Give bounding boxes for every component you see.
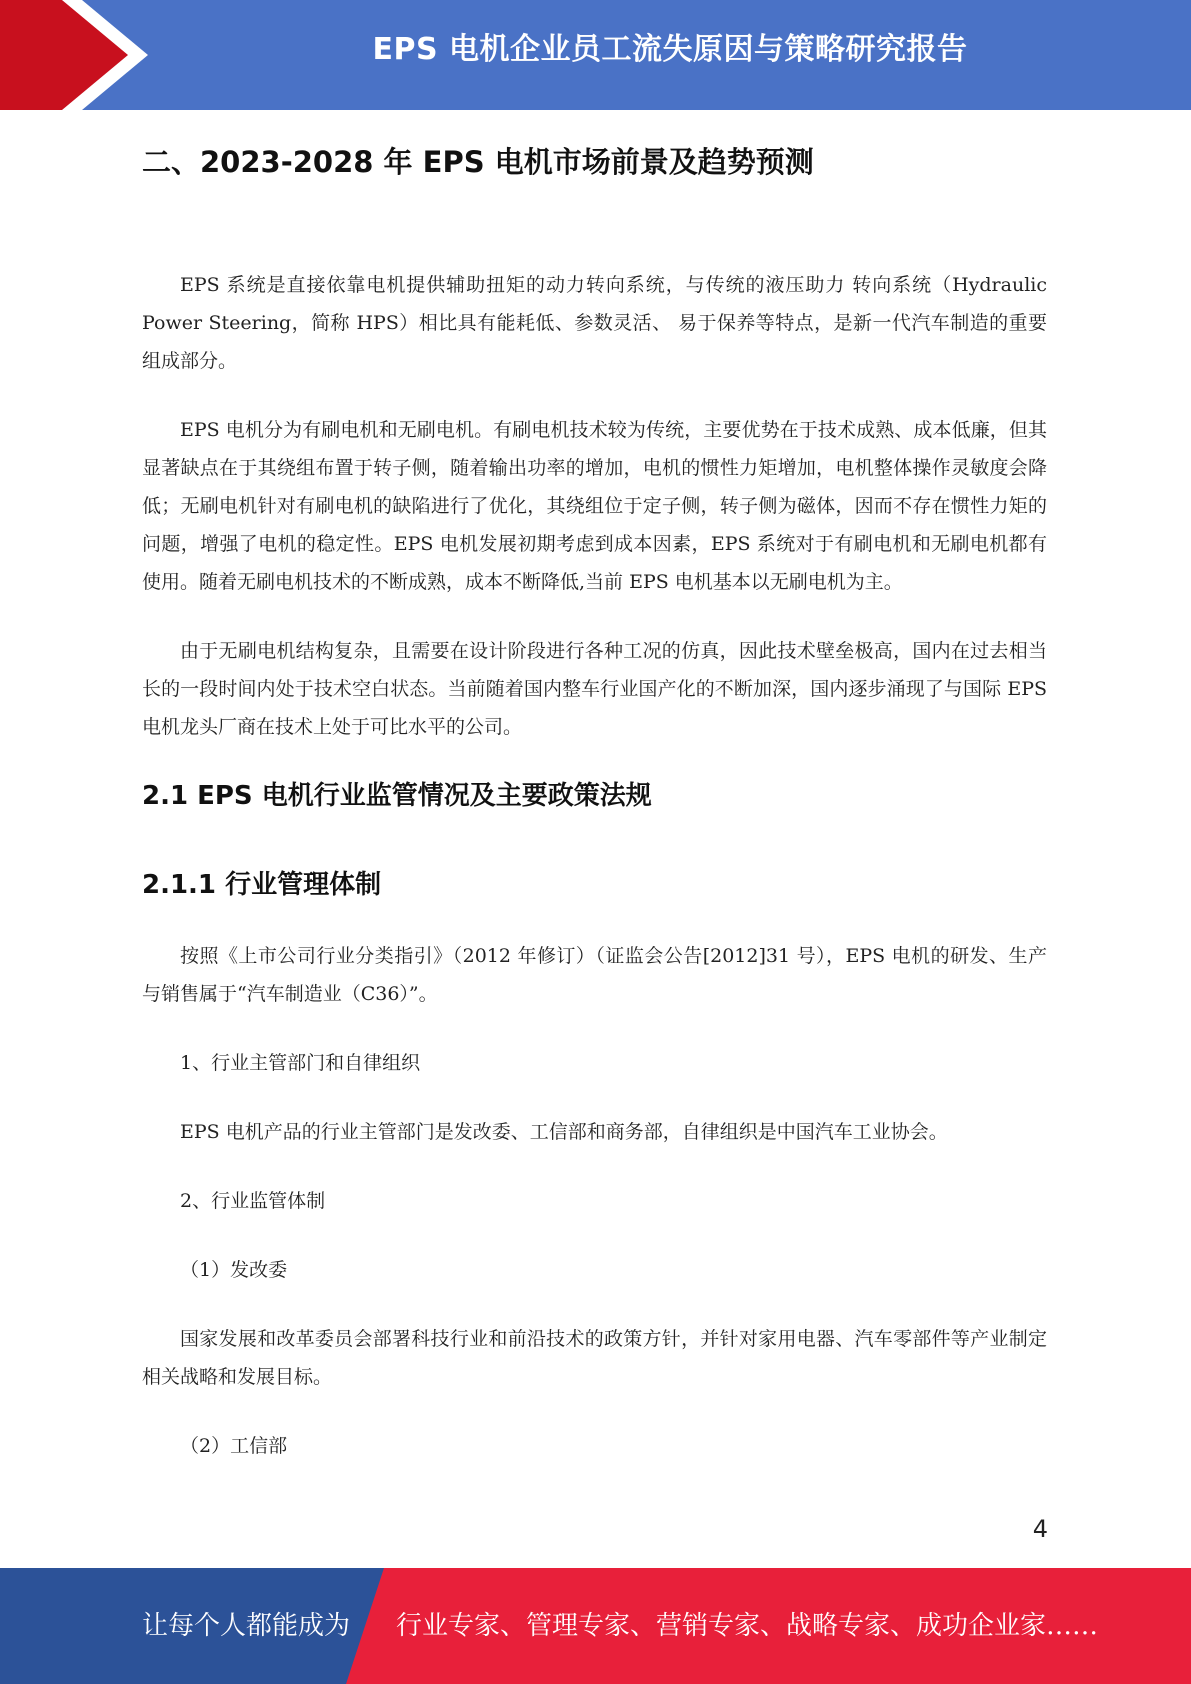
sub-heading-ndrc: （1）发改委 bbox=[180, 1259, 288, 1281]
subsection-title-2-1-1: 2.1.1 行业管理体制 bbox=[142, 870, 382, 900]
sub-heading-miit: （2）工信部 bbox=[180, 1435, 288, 1457]
paragraph-authorities: EPS 电机产品的行业主管部门是发改委、工信部和商务部，自律组织是中国汽车工业协会。 bbox=[180, 1121, 948, 1143]
header-title: EPS 电机企业员工流失原因与策略研究报告 bbox=[372, 32, 968, 67]
paragraph-eps-system: EPS 系统是直接依靠电机提供辅助扭矩的动力转向系统，与传统的液压助力 转向系统（Hydraulic Power Steering，简称 HPS）相比具有能耗低、参数灵活、 易于保养等特点，是新一代汽车制造的重要组成部分。 bbox=[142, 274, 1047, 372]
paragraph-eps-motor-types: EPS 电机分为有刷电机和无刷电机。有刷电机技术较为传统，主要优势在于技术成熟、成本低廉，但其显著缺点在于其绕组布置于转子侧，随着输出功率的增加，电机的惯性力矩增加，电机整体操作灵敏度会降低；无刷电机针对有刷电机的缺陷进行了优化，其绕组位于定子侧，转子侧为磁体，因而不存在惯性力矩的问题，增强了电机的稳定性。EPS 电机发展初期考虑到成本因素，EPS 系统对于有刷电机和无刷电机都有使用。随着无刷电机技术的不断成熟，成本不断降低,当前 EPS 电机基本以无刷电机为主。 bbox=[142, 419, 1047, 593]
paragraph-ndrc: 国家发展和改革委员会部署科技行业和前沿技术的政策方针，并针对家用电器、汽车零部件等产业制定相关战略和发展目标。 bbox=[142, 1328, 1047, 1388]
subsection-title-2-1: 2.1 EPS 电机行业监管情况及主要政策法规 bbox=[142, 781, 652, 811]
footer-slogan-right: 行业专家、管理专家、营销专家、战略专家、成功企业家…… bbox=[396, 1611, 1099, 1641]
paragraph-industry-classification: 按照《上市公司行业分类指引》（2012 年修订）（证监会公告[2012]31 号），EPS 电机的研发、生产与销售属于“汽车制造业（C36）”。 bbox=[142, 945, 1047, 1005]
item-heading-authorities: 1、行业主管部门和自律组织 bbox=[180, 1052, 421, 1074]
page-footer bbox=[0, 1568, 1191, 1684]
page-header bbox=[0, 0, 1191, 110]
page-number: 4 bbox=[1032, 1515, 1048, 1543]
section-title: 二、2023-2028 年 EPS 电机市场前景及趋势预测 bbox=[142, 145, 814, 179]
item-heading-supervision: 2、行业监管体制 bbox=[180, 1190, 326, 1212]
paragraph-brushless-motor: 由于无刷电机结构复杂，且需要在设计阶段进行各种工况的仿真，因此技术壁垒极高，国内在过去相当长的一段时间内处于技术空白状态。当前随着国内整车行业国产化的不断加深，国内逐步涌现了与国际 EPS 电机龙头厂商在技术上处于可比水平的公司。 bbox=[142, 640, 1047, 738]
document-body bbox=[142, 140, 1047, 1465]
footer-slogan-left: 让每个人都能成为 bbox=[142, 1611, 351, 1641]
